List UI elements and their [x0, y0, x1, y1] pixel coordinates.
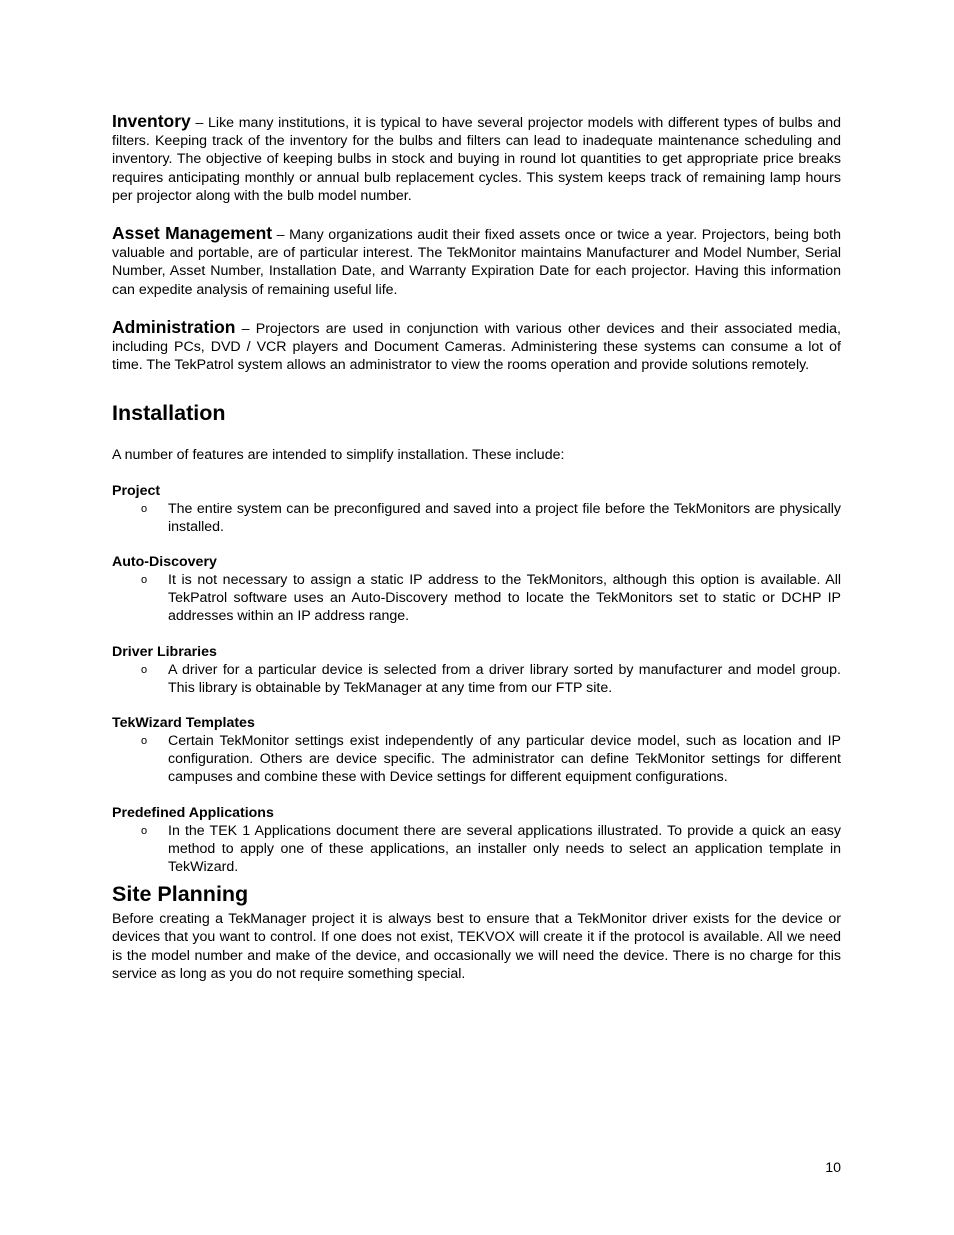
administration-paragraph: [112, 318, 841, 375]
feature-title: Driver Libraries: [112, 643, 217, 660]
feature-title: Project: [112, 482, 161, 499]
installation-intro: A number of features are intended to simplify installation. These include:: [112, 447, 565, 464]
site-planning-text: Before creating a TekManager project it is always best to ensure that a TekMonitor driver exists for the device or devices that you want to control. If one does not exist, TEKVOX will create it if the protocol is available. All we need is the model number and make of the device, and occasionally we will need the device. There is no charge for this service as long as you do not require something special.: [112, 911, 841, 982]
bullet-circle-icon: o: [141, 824, 148, 837]
administration-term: Administration: [112, 316, 236, 337]
inventory-term: Inventory: [112, 111, 191, 131]
feature-text: In the TEK 1 Applications document there are several applications illustrated. To provide a quick an easy method to apply one of these applications, an installer only needs to select an application template in TekWizard.: [168, 822, 841, 876]
list-item: [112, 500, 841, 536]
feature-title: Auto-Discovery: [112, 554, 217, 571]
inventory-paragraph: [112, 112, 841, 205]
feature-text: Certain TekMonitor settings exist independently of any particular device model, such as location and IP configuration. Others are device specific. The administrator can define TekMonitor settings for different campuses and combine these with Device settings for different equipment configurations.: [168, 733, 841, 786]
site-planning-heading: Site Planning: [112, 882, 249, 907]
feature-predefined-applications: [112, 804, 841, 877]
asset-management-term: Asset Management: [112, 223, 273, 244]
bullet-circle-icon: o: [141, 502, 148, 515]
administration-text: – Projectors are used in conjunction with various other devices and their associated media, including PCs, DVD / VCR players and Document Cameras. Administering these systems can consume a lot of time. The TekPatrol system allows an administrator to view the rooms operation and provide solutions remotely.: [112, 320, 841, 374]
inventory-text: – Like many institutions, it is typical to have several projector models with different types of bulbs and filters. Keeping track of the inventory for the bulbs and filters can lead to inadequate maintenance scheduling and inventory. The objective of keeping bulbs in stock and buying in round lot quantities to get appropriate price breaks requires anticipating monthly or annual bulb replacement cycles. This system keeps track of remaining lamp hours per projector along with the bulb model number.: [112, 115, 841, 204]
feature-text: The entire system can be preconfigured and saved into a project file before the TekMonitors are physically installed.: [168, 500, 841, 535]
feature-project: [112, 482, 841, 536]
bullet-circle-icon: o: [141, 735, 148, 748]
list-item: [112, 732, 841, 787]
list-item: [112, 822, 841, 877]
feature-text: A driver for a particular device is selected from a driver library sorted by manufacturer and model group. This library is obtainable by TekManager at any time from our FTP site.: [168, 661, 841, 696]
feature-title: Predefined Applications: [112, 804, 274, 821]
feature-text: It is not necessary to assign a static IP address to the TekMonitors, although this option is available. All TekPatrol software uses an Auto-Discovery method to locate the TekMonitors set to static or DCHP IP addresses within an IP address range.: [168, 572, 841, 625]
bullet-circle-icon: o: [141, 663, 148, 676]
bullet-circle-icon: o: [141, 574, 148, 587]
page-number: 10: [825, 1160, 841, 1176]
asset-management-text: – Many organizations audit their fixed assets once or twice a year. Projectors, being both valuable and portable, are of particular interest. The TekMonitor maintains Manufacturer and Model Number, Serial Number, Asset Number, Installation Date, and Warranty Expiration Date for each projector. Having this information can expedite analysis of remaining useful life.: [112, 227, 841, 298]
feature-auto-discovery: [112, 553, 841, 626]
asset-management-paragraph: [112, 224, 841, 299]
document-page: [112, 112, 841, 983]
feature-title: TekWizard Templates: [112, 715, 255, 732]
list-item: [112, 661, 841, 697]
feature-tekwizard-templates: [112, 714, 841, 787]
installation-heading: Installation: [112, 401, 226, 426]
feature-driver-libraries: [112, 643, 841, 697]
list-item: [112, 571, 841, 626]
